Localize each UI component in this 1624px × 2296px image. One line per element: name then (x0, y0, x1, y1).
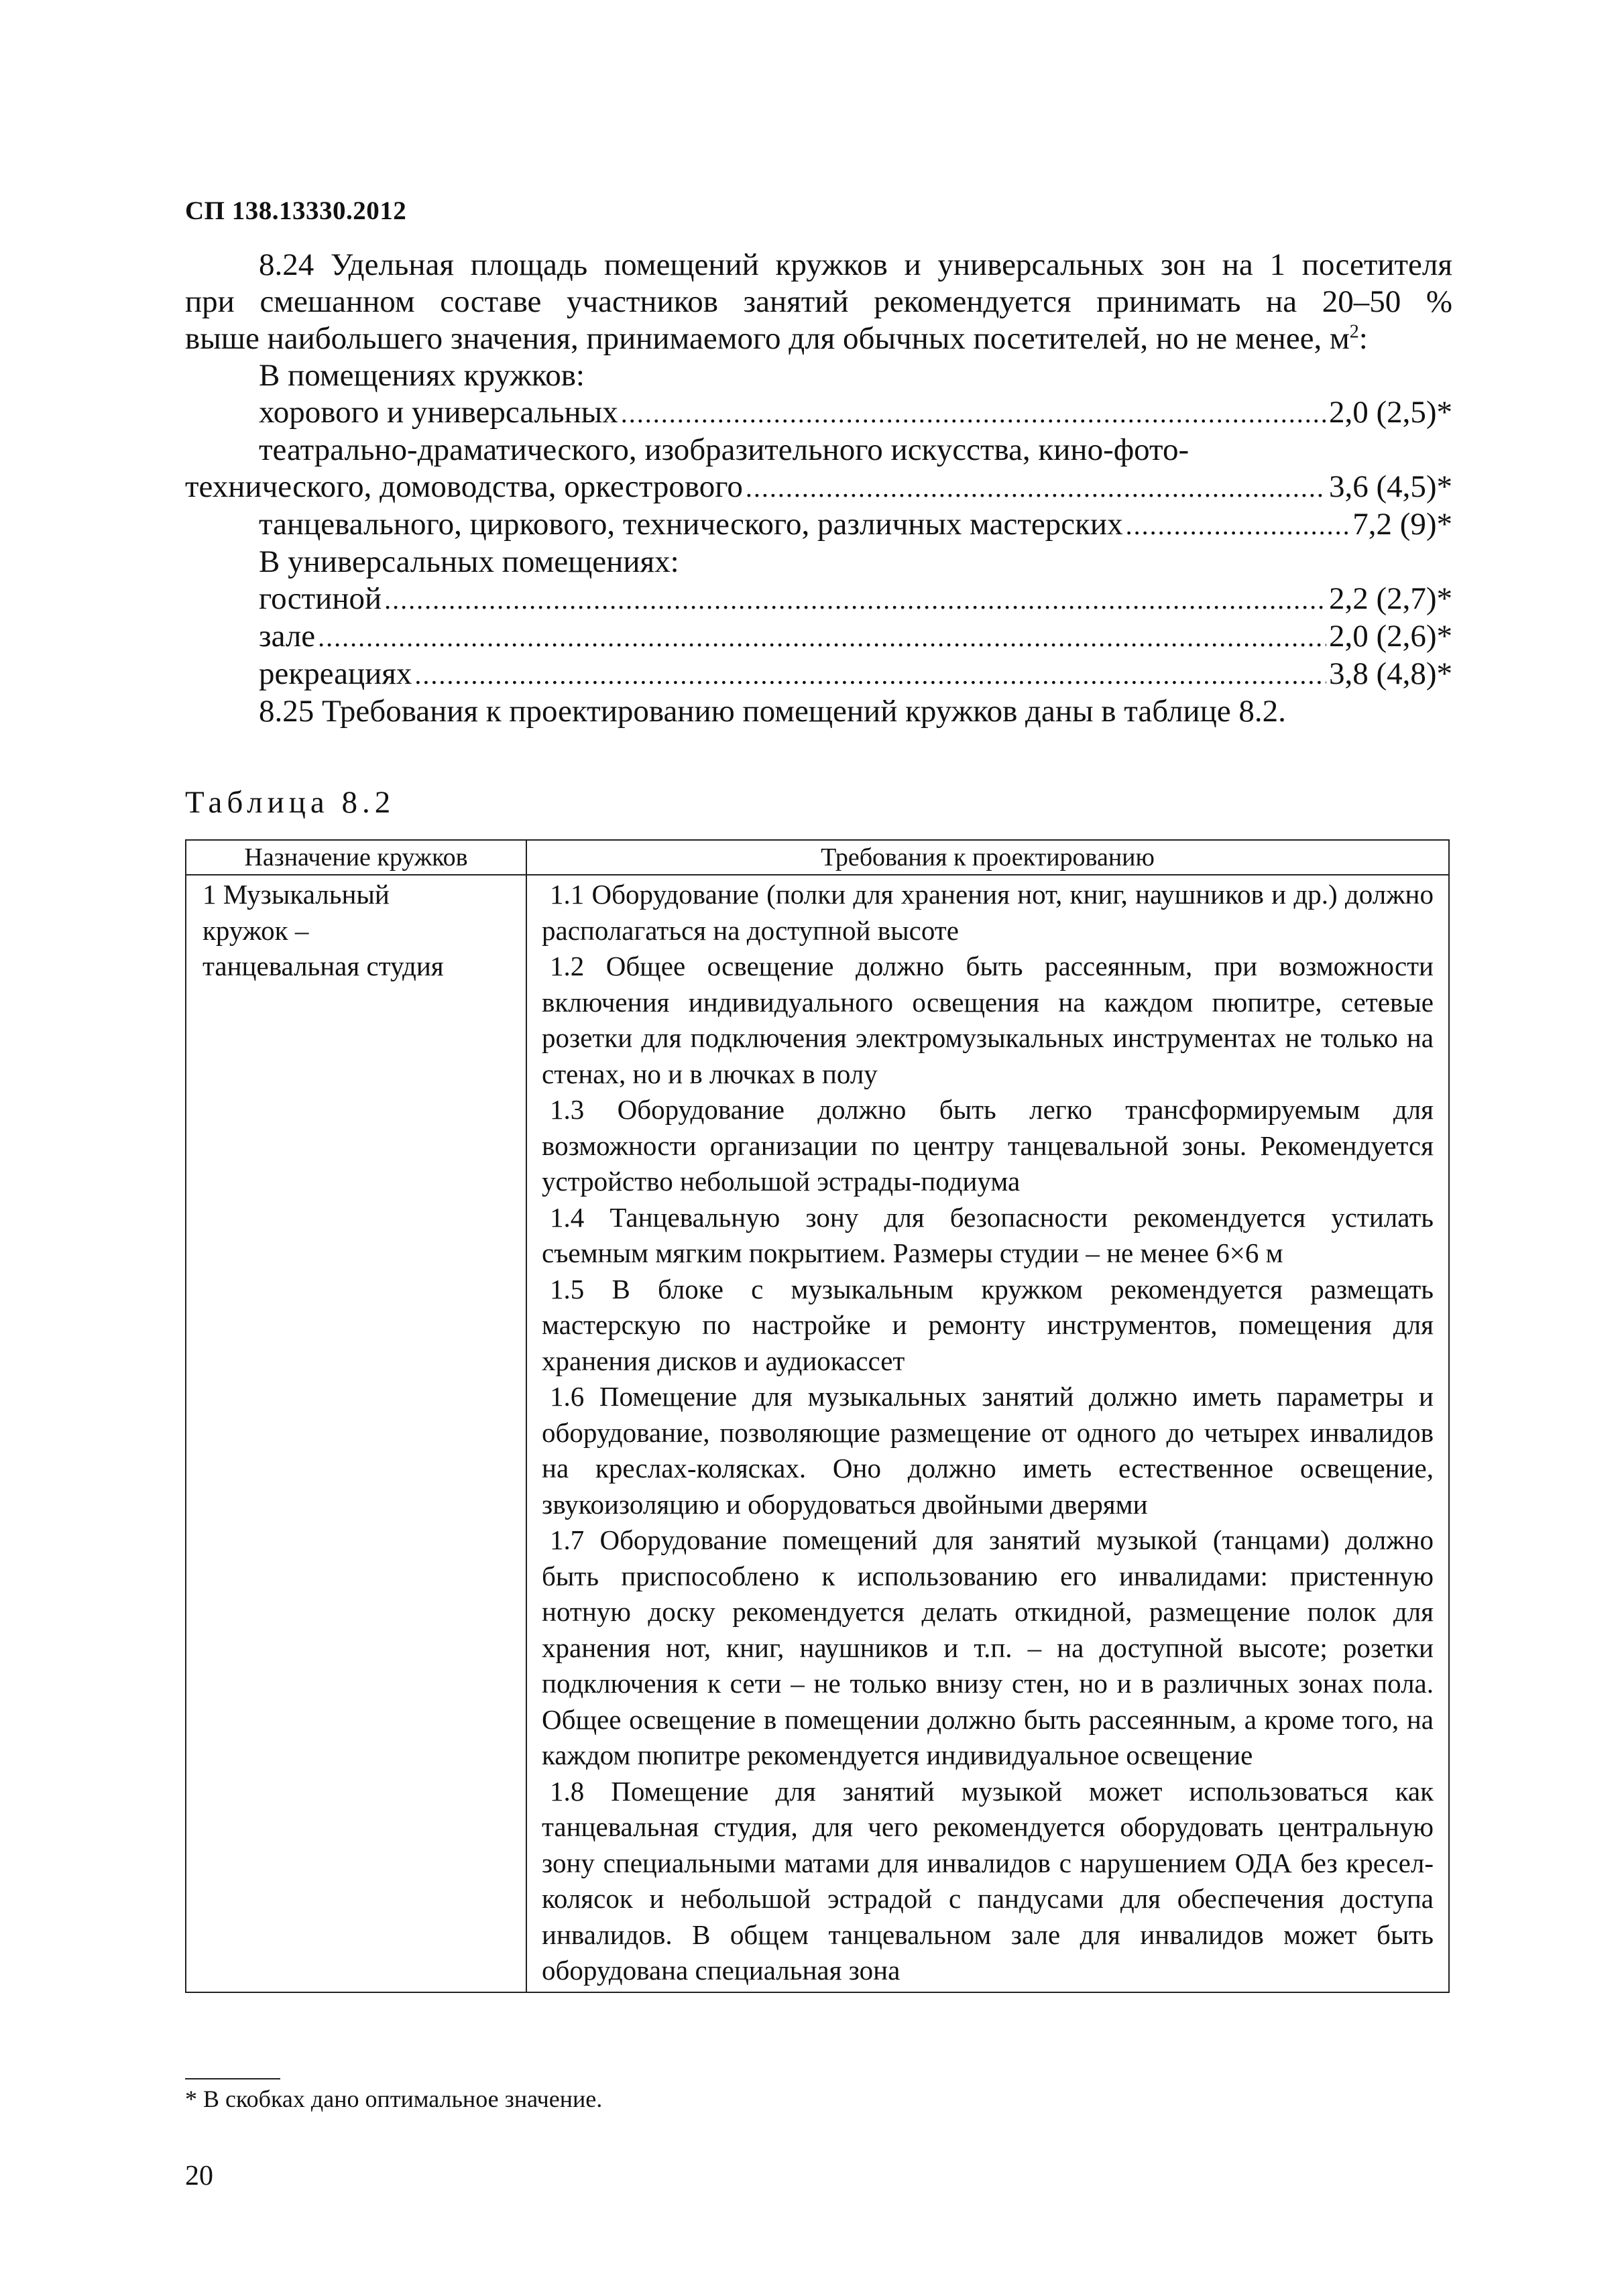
area-row-choral (185, 394, 1452, 432)
footnote-divider (185, 2078, 280, 2079)
document-code: СП 138.13330.2012 (185, 196, 407, 225)
dot-leader (746, 469, 1326, 506)
requirement-1-8: 1.8 Помещение для занятий музыкой может использоваться как танцевальная студия, для чего рекомендуется оборудовать центральную зону специальными матами для инвалидов с нарушением ОДА без кресел-колясок и небольшой эстрадой с пандусами для обеспечения доступа инвалидов. В общем танцевальном зале для инвалидов может быть оборудована специальная зона (542, 1775, 1434, 1986)
area-row-recreation (185, 656, 1452, 693)
requirement-1-4: 1.4 Танцевальную зону для безопасности рекомендуется устилать съемным мягким покрытием. Размеры студии – не менее 6×6 м (542, 1201, 1434, 1268)
clause-8-24-line-2: при смешанном составе участников занятий рекомендуется принимать на 20–50 % (185, 284, 1452, 319)
club-purpose-line: 1 Музыкальный (202, 879, 390, 910)
clause-8-24-line-3-text: выше наибольшего значения, принимаемого для обычных посетителей, но не менее, м (185, 321, 1350, 356)
area-row-dance (185, 506, 1452, 544)
requirement-1-6: 1.6 Помещение для музыкальных занятий должно иметь параметры и оборудование, позволяющие размещение от одного до четырех инвалидов на креслах-колясках. Оно должно иметь естественное освещение, звукоизоляцию и оборудоваться двойными дверями (542, 1381, 1434, 1520)
area-row-theatre (185, 469, 1452, 506)
requirement-1-1: 1.1 Оборудование (полки для хранения нот, книг, наушников и др.) должно располагаться на доступной высоте (542, 879, 1434, 946)
clause-8-24-colon: : (1358, 321, 1368, 356)
group-universal-title: В универсальных помещениях: (259, 544, 679, 579)
requirements-cell (526, 875, 1449, 1992)
area-row-value: 2,0 (2,5)* (1328, 395, 1452, 430)
requirements-table (185, 839, 1450, 1993)
area-row-label: технического, домоводства, оркестрового (185, 469, 743, 504)
area-row-label: зале (259, 619, 316, 654)
club-purpose-line: танцевальная студия (202, 951, 444, 981)
club-purpose-line: кружок – (202, 914, 309, 946)
dot-leader (1126, 507, 1350, 544)
dot-leader (621, 395, 1326, 432)
clause-8-24-line-3 (185, 320, 1452, 357)
footnote: * В скобках дано оптимальное значение. (185, 2086, 603, 2112)
requirement-1-2: 1.2 Общее освещение должно быть рассеянным, при возможности включения индивидуального освещения на каждом пюпитре, сетевые розетки для подключения электромузыкальных инструментах не только на стенах, но и в лючках в полу (542, 951, 1434, 1089)
requirement-1-3: 1.3 Оборудование должно быть легко трансформируемым для возможности организации по центру танцевальной зоны. Рекомендуется устройство небольшой эстрады-подиума (542, 1094, 1434, 1197)
dot-leader (414, 656, 1326, 693)
area-row-label: хорового и универсальных (259, 395, 618, 430)
table-header-purpose: Назначение кружков (186, 840, 526, 875)
area-row-theatre-line-1: театрально-драматического, изобразительного искусства, кино-фото- (259, 432, 1190, 467)
group-clubs-title: В помещениях кружков: (259, 358, 585, 393)
requirement-1-5: 1.5 В блоке с музыкальным кружком рекомендуется размещать мастерскую по настройке и ремонту инструментов, помещения для хранения дисков и аудиокассет (542, 1273, 1434, 1376)
page-number: 20 (185, 2161, 213, 2191)
clause-8-25: 8.25 Требования к проектированию помещений кружков даны в таблице 8.2. (259, 694, 1286, 729)
area-row-value: 2,2 (2,7)* (1328, 581, 1452, 616)
table-header-row (186, 840, 1449, 875)
table-row (186, 875, 1449, 1992)
area-row-label: гостиной (259, 581, 382, 616)
clause-8-24 (185, 247, 1452, 730)
area-row-living-room (185, 581, 1452, 618)
area-row-value: 2,0 (2,6)* (1328, 619, 1452, 654)
area-row-hall (185, 618, 1452, 656)
area-row-label: танцевального, циркового, технического, различных мастерских (259, 507, 1123, 542)
dot-leader (384, 581, 1326, 618)
unit-superscript: 2 (1349, 321, 1359, 343)
club-purpose-cell (186, 875, 526, 1992)
clause-8-24-line-1: 8.24 Удельная площадь помещений кружков и универсальных зон на 1 посетителя (259, 247, 1452, 282)
area-row-value: 3,8 (4,8)* (1328, 656, 1452, 691)
dot-leader (318, 619, 1326, 656)
table-header-requirements: Требования к проектированию (526, 840, 1449, 875)
requirement-1-7: 1.7 Оборудование помещений для занятий музыкой (танцами) должно быть приспособлено к использованию его инвалидами: пристенную нотную доску рекомендуется делать откидной, размещение полок для хранения нот, книг, наушников и т.п. – на доступной высоте; розетки подключения к сети – не только внизу стен, но и в различных зонах пола. Общее освещение в помещении должно быть рассеянным, а кроме того, на каждом пюпитре рекомендуется индивидуальное освещение (542, 1524, 1434, 1770)
area-row-label: рекреациях (259, 656, 412, 691)
area-row-value: 7,2 (9)* (1352, 507, 1452, 542)
table-caption: Таблица 8.2 (185, 785, 396, 820)
area-row-value: 3,6 (4,5)* (1328, 469, 1452, 504)
